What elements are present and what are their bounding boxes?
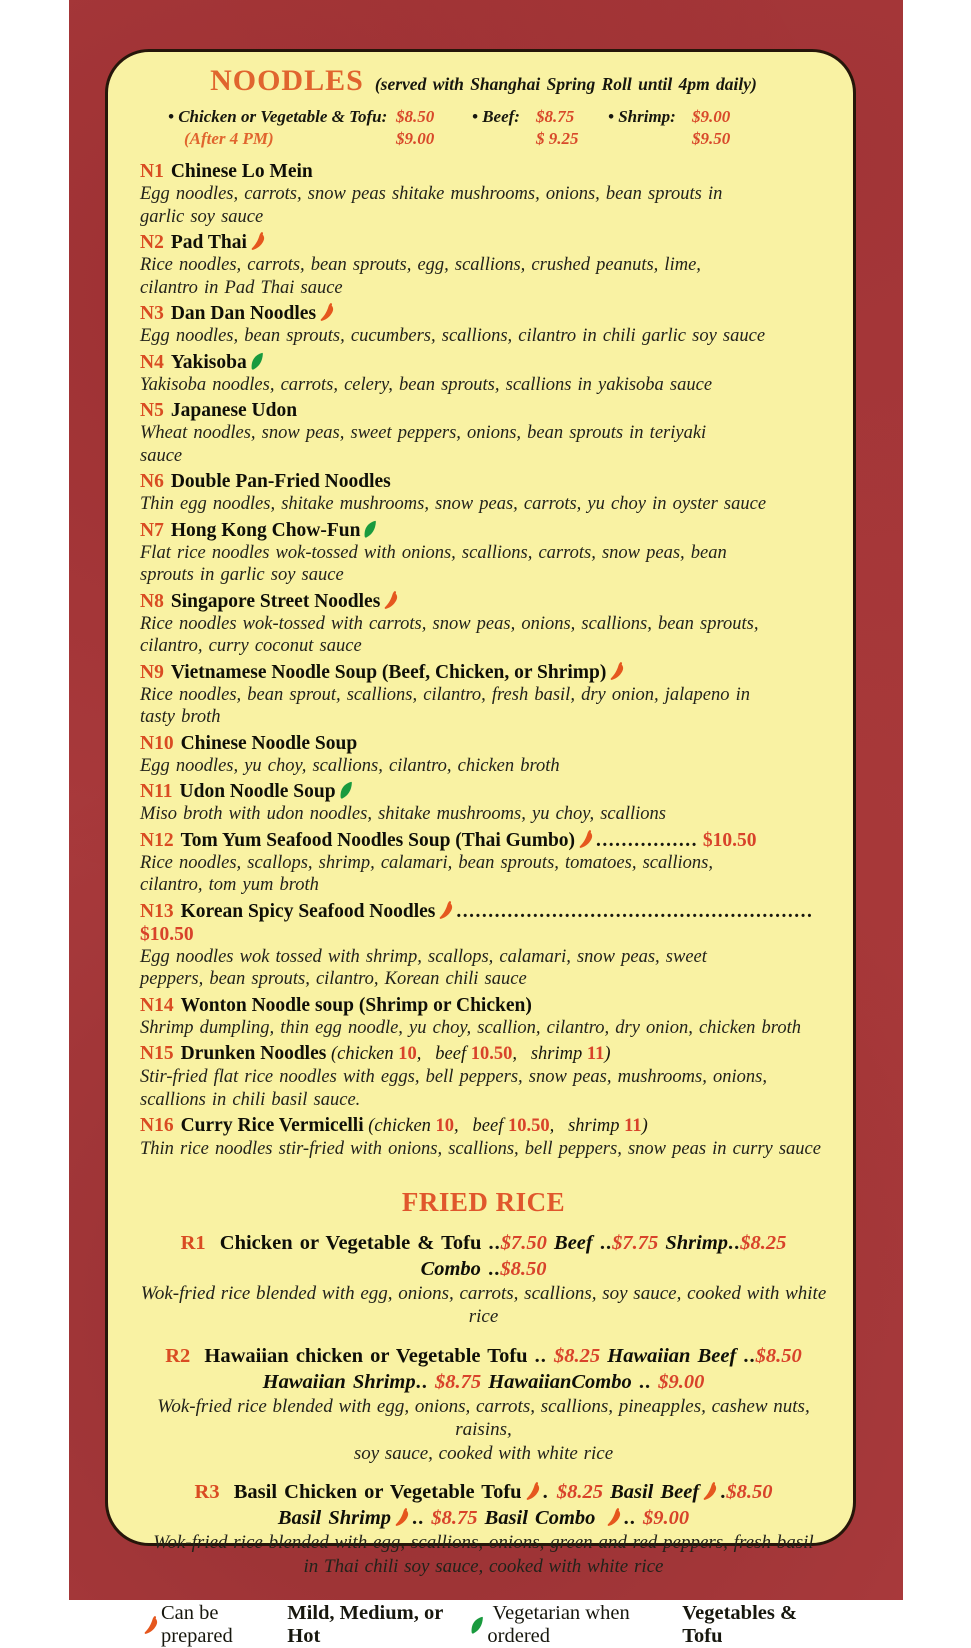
segment-p: $7.50	[500, 1231, 555, 1254]
item-header	[140, 160, 827, 183]
item-header	[140, 470, 827, 493]
segment-p: $8.25	[546, 1344, 608, 1367]
chili-pepper-icon	[606, 1507, 621, 1528]
item-variants: (chicken 10, beef 10.50, shrimp 11)	[326, 1044, 611, 1064]
pricing-after-price-chicken-tofu: $9.00	[396, 129, 435, 148]
fried-rice-section-title: FRIED RICE	[401, 1186, 566, 1217]
item-description: Thin egg noodles, shitake mushrooms, snow peas, carrots, yu choy in oyster sauce	[140, 494, 767, 514]
item-name: Yakisoba	[170, 351, 247, 373]
variant-price: 10	[435, 1116, 455, 1136]
segment-p: $8.50	[755, 1344, 802, 1367]
item-description: Wok-fried rice blended with egg, onions, carrots, scallions, pineapples, cashew nuts, raisins, soy sauce, cooked with white rice	[157, 1395, 810, 1464]
segment-d: .	[542, 1481, 557, 1503]
item-description: Shrimp dumpling, thin egg noodle, yu choy, scallion, cilantro, dry onion, chicken broth	[140, 1017, 801, 1038]
segment-p: $8.25	[740, 1231, 787, 1254]
menu-item	[140, 1114, 827, 1161]
item-name: Drunken Noodles	[180, 1043, 327, 1064]
item-name: Pad Thai	[170, 232, 247, 253]
item-number: N8	[140, 590, 164, 612]
item-description: Yakisoba noodles, carrots, celery, bean sprouts, scallions in yakisoba sauce	[140, 374, 713, 395]
segment-p: $7.75	[612, 1231, 666, 1254]
variant-price: 11	[586, 1044, 605, 1064]
segment-d: ..	[488, 1257, 501, 1280]
item-name: Udon Noodle Soup	[179, 781, 336, 802]
item-number: N2	[140, 232, 164, 253]
item-description: Rice noodles, carrots, bean sprouts, egg, scallions, crushed peanuts, lime, cilantro in Pad Thai sauce	[140, 255, 701, 298]
vegetarian-leaf-icon	[470, 1615, 484, 1636]
segment-ni: HawaiianCombo	[488, 1370, 639, 1393]
segment-p: $8.75	[427, 1370, 489, 1393]
segment-p: $8.75	[424, 1507, 485, 1529]
item-number: N7	[140, 519, 164, 541]
segment-d: ..	[728, 1231, 741, 1254]
item-name: Japanese Udon	[170, 400, 298, 421]
menu-item	[140, 1042, 827, 1111]
item-description: Wheat noodles, snow peas, sweet peppers, onions, bean sprouts in teriyaki sauce	[140, 423, 707, 466]
item-header	[140, 231, 827, 254]
segment-d: ..	[599, 1231, 613, 1254]
segment-p: $8.50	[500, 1257, 547, 1280]
item-name: Chinese Lo Mein	[170, 161, 313, 182]
item-number: N11	[140, 781, 173, 802]
variant-price: 10.50	[507, 1116, 550, 1136]
noodles-section-subtitle: (served with Shanghai Spring Roll until 4pm daily)	[374, 74, 757, 94]
item-number: N6	[140, 471, 164, 492]
item-description: Egg noodles, carrots, snow peas shitake mushrooms, onions, bean sprouts in garlic soy sauce	[140, 184, 723, 227]
item-number: N3	[140, 303, 164, 324]
menu-item	[140, 732, 827, 778]
vegetarian-leaf-icon	[339, 780, 353, 801]
chili-pepper-icon	[383, 590, 398, 611]
fried-rice-item-line	[140, 1505, 827, 1531]
fried-rice-item-list	[140, 1230, 827, 1579]
menu-item	[140, 590, 827, 658]
variant-price: 10	[398, 1044, 417, 1064]
segment-d: .	[720, 1481, 727, 1503]
pricing-after-price-beef: $ 9.25	[536, 129, 579, 148]
chili-pepper-icon	[609, 661, 624, 682]
segment-ni: Basil Shrimp	[277, 1507, 392, 1529]
menu-item	[140, 994, 827, 1040]
item-header	[140, 351, 827, 374]
item-number: N15	[140, 1043, 174, 1064]
item-number: N13	[140, 900, 174, 922]
item-description: Rice noodles wok-tossed with carrots, snow peas, onions, scallions, bean sprouts, cilantro, curry coconut sauce	[140, 613, 759, 656]
segment-p: $8.50	[726, 1481, 773, 1503]
item-description: Flat rice noodles wok-tossed with onions, scallions, carrots, snow peas, bean sprouts in garlic soy sauce	[140, 542, 727, 585]
fried-rice-item	[140, 1230, 827, 1329]
item-number: N5	[140, 400, 164, 421]
fried-rice-item-line	[140, 1343, 827, 1369]
legend-bold: Vegetables & Tofu	[682, 1602, 802, 1647]
item-name: Double Pan-Fried Noodles	[170, 471, 391, 492]
legend-bold: Mild, Medium, or Hot	[287, 1602, 449, 1647]
spice-vegetarian-legend	[140, 1602, 827, 1648]
segment-d: ..	[534, 1344, 547, 1367]
noodles-section-title: NOODLES	[210, 64, 364, 97]
item-description: Egg noodles, yu choy, scallions, cilantro, chicken broth	[140, 755, 560, 776]
item-header	[140, 1114, 827, 1138]
item-header	[140, 1042, 827, 1066]
variant-price: 11	[624, 1116, 642, 1136]
item-number: R2	[165, 1344, 191, 1367]
dotted-leader: ................	[596, 829, 699, 851]
segment-p: $9.00	[651, 1370, 705, 1393]
chili-pepper-icon	[702, 1481, 717, 1502]
fried-rice-item-line	[140, 1230, 827, 1256]
item-header	[140, 780, 827, 803]
item-name: Korean Spicy Seafood Noodles	[180, 900, 436, 922]
chili-pepper-icon	[250, 231, 265, 252]
item-header	[140, 302, 827, 325]
item-name: Chinese Noodle Soup	[180, 732, 358, 754]
item-header	[140, 661, 827, 684]
fried-rice-item	[140, 1479, 827, 1578]
item-description: Wok-fried rice blended with egg, onions, carrots, scallions, soy sauce, cooked with white rice	[140, 1282, 827, 1327]
segment-n: Hawaiian chicken or Vegetable Tofu	[204, 1344, 535, 1367]
item-price: $10.50	[702, 829, 757, 851]
item-description: Stir-fried flat rice noodles with eggs, bell peppers, snow peas, mushrooms, onions, scallions in chili basil sauce.	[140, 1067, 767, 1110]
legend-text: Can be prepared	[161, 1602, 238, 1647]
pricing-label-chicken-tofu: • Chicken or Vegetable & Tofu:	[168, 107, 388, 126]
chili-pepper-icon	[525, 1481, 540, 1502]
item-description: Rice noodles, scallops, shrimp, calamari, bean sprouts, tomatoes, scallions, cilantro, tom yum broth	[140, 852, 713, 895]
item-name: Tom Yum Seafood Noodles Soup (Thai Gumbo)	[180, 829, 576, 851]
variant-price: 10.50	[470, 1044, 513, 1064]
menu-item	[140, 351, 827, 397]
pricing-price-chicken-tofu: $8.50	[396, 107, 435, 126]
fried-rice-item	[140, 1343, 827, 1466]
pricing-after-price-shrimp: $9.50	[692, 129, 731, 148]
segment-n: Basil Chicken or Vegetable Tofu	[233, 1481, 522, 1503]
legend-text: Vegetarian when ordered	[487, 1602, 635, 1647]
item-header	[140, 519, 827, 542]
item-number: R1	[180, 1231, 206, 1254]
segment-ni: Hawaiian Beef	[607, 1344, 744, 1367]
item-description: Rice noodles, bean sprout, scallions, cilantro, fresh basil, dry onion, jalapeno in tasty broth	[140, 684, 750, 727]
item-name: Hong Kong Chow-Fun	[170, 519, 361, 541]
item-description: Thin rice noodles stir-fried with onions, scallions, bell peppers, snow peas in curry sauce	[140, 1139, 821, 1159]
menu-item	[140, 519, 827, 587]
segment-ni: Hawaiian Shrimp	[262, 1370, 416, 1393]
segment-ni: Combo	[420, 1257, 489, 1280]
chili-pepper-icon	[394, 1507, 409, 1528]
segment-p: $9.00	[635, 1507, 690, 1529]
segment-ni: Basil Combo	[484, 1507, 603, 1529]
fried-rice-item-line	[140, 1369, 827, 1395]
menu-item	[140, 900, 827, 991]
noodles-item-list	[140, 160, 827, 1161]
item-variants: (chicken 10, beef 10.50, shrimp 11)	[363, 1116, 648, 1136]
menu-item	[140, 470, 827, 516]
item-number: N1	[140, 161, 164, 182]
item-header	[140, 590, 827, 613]
segment-ni: Beef	[554, 1231, 600, 1254]
dotted-leader: ........................................................	[456, 900, 814, 922]
menu-card	[105, 49, 856, 1647]
item-name: Dan Dan Noodles	[170, 303, 317, 324]
item-name: Wonton Noodle soup (Shrimp or Chicken)	[180, 994, 532, 1016]
item-number: N10	[140, 732, 174, 754]
item-description: Miso broth with udon noodles, shitake mushrooms, yu choy, scallions	[140, 804, 666, 824]
vegetarian-leaf-icon	[250, 351, 264, 372]
menu-item	[140, 399, 827, 467]
menu-item	[140, 231, 827, 299]
chili-pepper-icon	[143, 1615, 158, 1636]
chili-pepper-icon	[319, 302, 334, 323]
menu-item	[140, 160, 827, 228]
noodles-base-pricing	[168, 106, 827, 150]
item-name: Singapore Street Noodles	[170, 590, 381, 612]
item-header	[140, 829, 827, 852]
item-header	[140, 399, 827, 422]
pricing-price-beef: $8.75	[536, 107, 575, 126]
item-number: N16	[140, 1115, 174, 1136]
menu-item	[140, 829, 827, 897]
pricing-label-beef: • Beef:	[472, 107, 520, 126]
vegetarian-leaf-icon	[363, 519, 377, 540]
segment-ni: Basil Beef	[610, 1481, 700, 1503]
fried-rice-item-line	[140, 1256, 827, 1282]
item-number: N4	[140, 351, 164, 373]
item-number: R3	[194, 1481, 220, 1503]
item-header	[140, 900, 827, 946]
segment-d: ..	[638, 1370, 652, 1393]
segment-d: ..	[412, 1507, 425, 1529]
segment-d: ..	[415, 1370, 428, 1393]
menu-item	[140, 661, 827, 729]
menu-item	[140, 302, 827, 348]
segment-d: ..	[623, 1507, 636, 1529]
item-description: Egg noodles, bean sprouts, cucumbers, scallions, cilantro in chili garlic soy sauce	[140, 326, 766, 346]
item-header	[140, 994, 827, 1017]
pricing-price-shrimp: $9.00	[692, 107, 731, 126]
menu-item	[140, 780, 827, 826]
pricing-spacer	[472, 128, 536, 150]
item-name: Vietnamese Noodle Soup (Beef, Chicken, or Shrimp)	[170, 661, 607, 683]
fried-rice-item-line	[140, 1479, 827, 1505]
item-number: N9	[140, 661, 164, 683]
chili-pepper-icon	[438, 900, 453, 921]
segment-d: ..	[743, 1344, 756, 1367]
noodles-section-header	[140, 64, 827, 103]
pricing-spacer	[608, 128, 692, 150]
item-name: Curry Rice Vermicelli	[180, 1115, 364, 1136]
segment-ni: Shrimp	[665, 1231, 729, 1254]
item-description: Wok-fried rice blended with egg, scallions, onions, green and red peppers, fresh basil in Thai chili soy sauce, cooked with white rice	[153, 1532, 814, 1577]
segment-n: Chicken or Vegetable & Tofu	[219, 1231, 489, 1254]
item-header	[140, 732, 827, 755]
segment-p: $8.25	[556, 1481, 611, 1503]
segment-d: ..	[488, 1231, 501, 1254]
pricing-after-4pm-label: (After 4 PM)	[184, 129, 274, 148]
item-description: Egg noodles wok tossed with shrimp, scallops, calamari, snow peas, sweet peppers, bean sprouts, cilantro, Korean chili sauce	[140, 946, 707, 989]
item-price: $10.50	[140, 923, 194, 945]
item-number: N12	[140, 829, 174, 851]
item-number: N14	[140, 994, 174, 1016]
pricing-label-shrimp: • Shrimp:	[608, 107, 676, 126]
chili-pepper-icon	[578, 829, 593, 850]
